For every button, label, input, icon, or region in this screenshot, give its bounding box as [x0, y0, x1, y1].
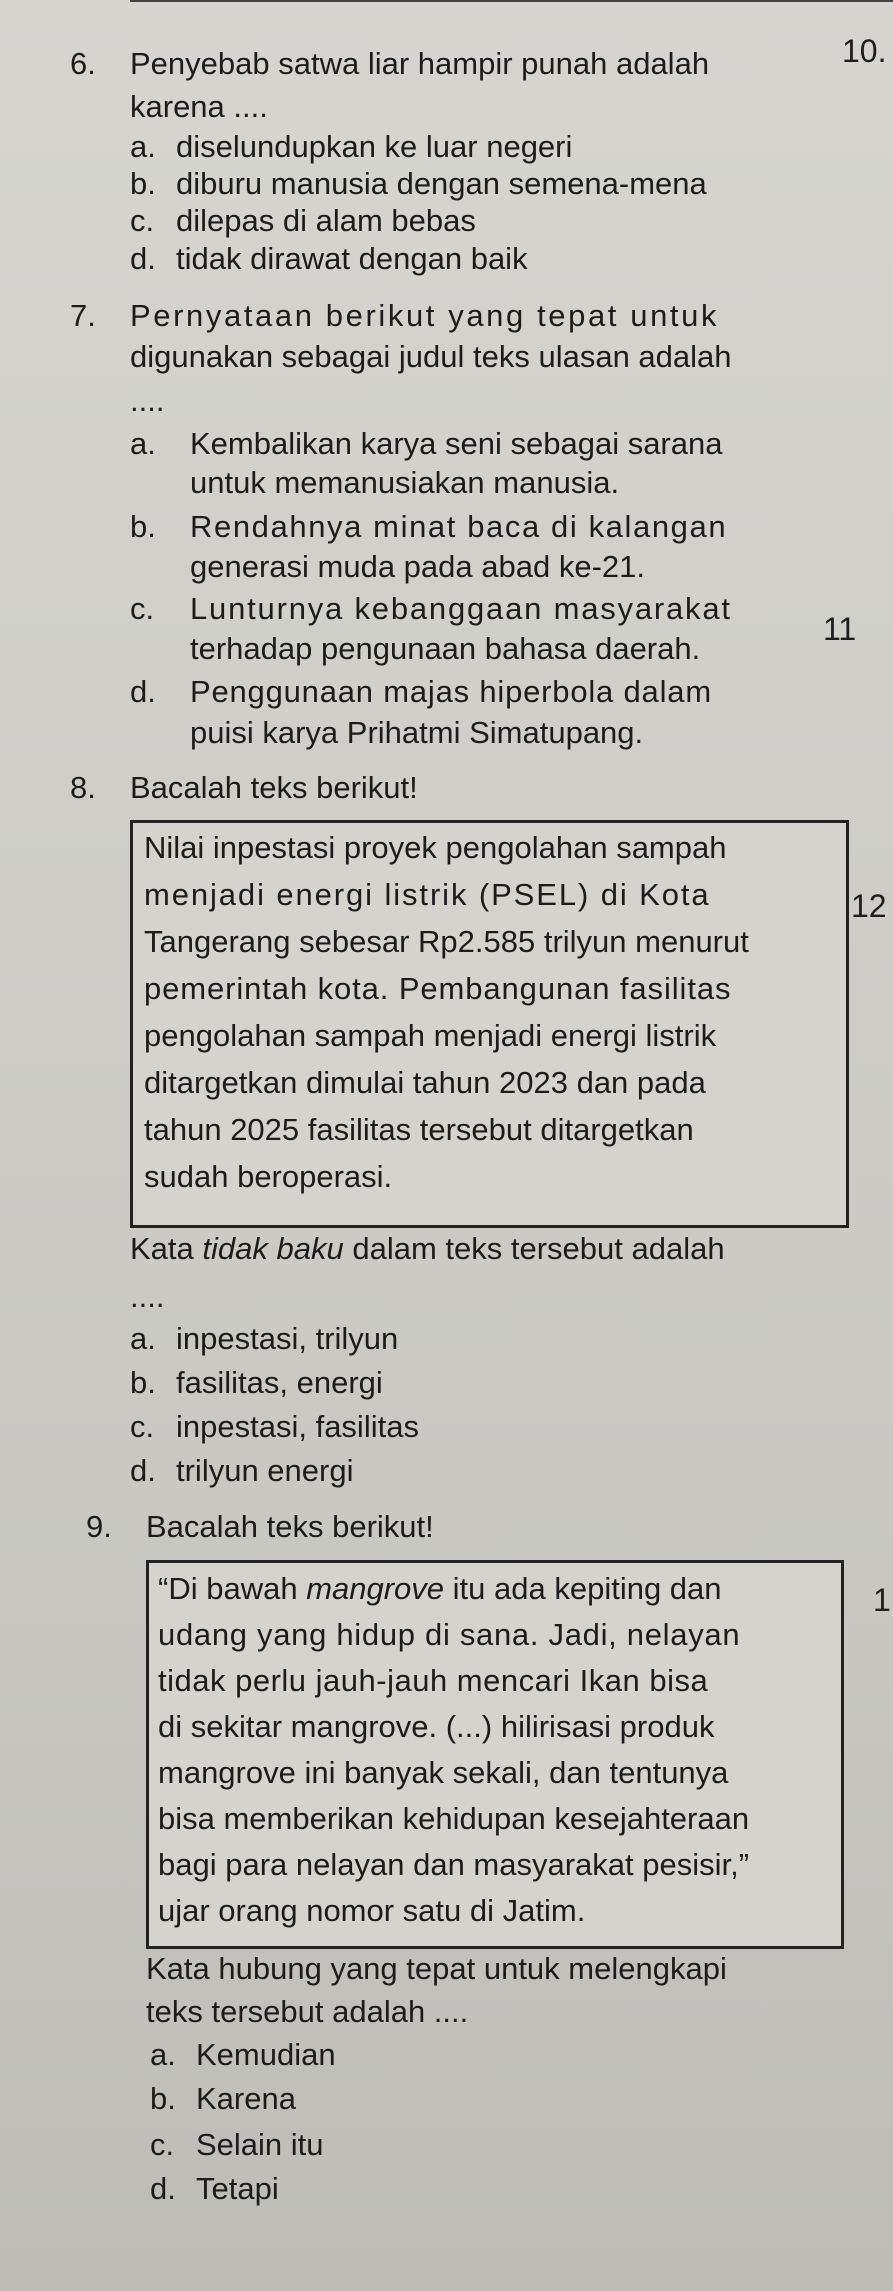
option-a[interactable]	[130, 128, 572, 166]
option-text: diburu manusia dengan semena-mena	[176, 166, 707, 201]
question-prompt: teks tersebut adalah ....	[146, 1994, 469, 2029]
option-text: terhadap pengunaan bahasa daerah.	[190, 631, 701, 666]
option-b[interactable]	[150, 2080, 296, 2118]
option-text: generasi muda pada abad ke-21.	[190, 549, 645, 584]
question-prompt-tail: ....	[130, 1279, 165, 1314]
option-text: inpestasi, fasilitas	[176, 1409, 419, 1444]
option-c[interactable]	[130, 1408, 419, 1446]
option-letter: c.	[130, 591, 155, 626]
option-a[interactable]	[150, 2036, 336, 2074]
passage-line: Tangerang sebesar Rp2.585 trilyun menurut	[144, 924, 749, 959]
option-letter: d.	[130, 1453, 156, 1488]
option-text: Lunturnya kebanggaan masyarakat	[190, 591, 732, 626]
passage-line: udang yang hidup di sana. Jadi, nelayan	[158, 1617, 741, 1652]
passage-line: tahun 2025 fasilitas tersebut ditargetkan	[144, 1112, 694, 1147]
right-number-10: 10.	[842, 33, 887, 69]
option-text: diselundupkan ke luar negeri	[176, 129, 573, 164]
passage-line: bisa memberikan kehidupan kesejahteraan	[158, 1801, 750, 1836]
question-prompt: Kata tidak baku dalam teks tersebut adalah	[130, 1231, 725, 1266]
option-letter: a.	[130, 129, 156, 164]
passage-line: ujar orang nomor satu di Jatim.	[158, 1893, 586, 1928]
passage-line: di sekitar mangrove. (...) hilirisasi produk	[158, 1709, 715, 1744]
option-text: Rendahnya minat baca di kalangan	[190, 509, 728, 544]
option-letter: d.	[150, 2171, 176, 2206]
passage-line: pemerintah kota. Pembangunan fasilitas	[144, 971, 732, 1006]
option-c[interactable]	[150, 2126, 324, 2164]
option-letter: a.	[130, 426, 156, 461]
emphasis-text: mangrove	[306, 1571, 445, 1606]
option-text: dilepas di alam bebas	[176, 203, 476, 238]
question-number: 6.	[70, 46, 96, 81]
option-letter: b.	[130, 1365, 156, 1400]
question-stem: karena ....	[130, 89, 268, 124]
option-letter: b.	[130, 166, 156, 201]
option-text: Selain itu	[196, 2127, 324, 2162]
emphasis-text: tidak baku	[202, 1231, 344, 1266]
passage-line: menjadi energi listrik (PSEL) di Kota	[144, 877, 711, 912]
question-stem: digunakan sebagai judul teks ulasan adalah	[130, 339, 732, 374]
option-text: untuk memanusiakan manusia.	[190, 465, 620, 500]
option-letter: d.	[130, 241, 156, 276]
option-c[interactable]	[130, 202, 476, 240]
option-d[interactable]	[150, 2170, 279, 2208]
option-text: Tetapi	[196, 2171, 279, 2206]
option-text: fasilitas, energi	[176, 1365, 383, 1400]
passage-line: Nilai inpestasi proyek pengolahan sampah	[144, 830, 727, 865]
option-b[interactable]	[130, 1364, 383, 1402]
question-number: 7.	[70, 298, 96, 333]
right-number-11: 11	[823, 611, 857, 647]
option-text: inpestasi, trilyun	[176, 1321, 399, 1356]
question-stem: Penyebab satwa liar hampir punah adalah	[130, 46, 710, 81]
option-text: Kemudian	[196, 2037, 336, 2072]
passage-line: ditargetkan dimulai tahun 2023 dan pada	[144, 1065, 706, 1100]
option-d[interactable]	[130, 1452, 353, 1490]
question-stem: ....	[130, 383, 165, 418]
option-text: Kembalikan karya seni sebagai sarana	[190, 426, 723, 461]
option-text: trilyun energi	[176, 1453, 354, 1488]
question-intro: Bacalah teks berikut!	[146, 1509, 434, 1544]
passage-line: pengolahan sampah menjadi energi listrik	[144, 1018, 717, 1053]
option-text: Karena	[196, 2081, 296, 2116]
option-letter: c.	[130, 1409, 155, 1444]
option-d[interactable]	[130, 240, 528, 278]
question-stem: Pernyataan berikut yang tepat untuk	[130, 298, 720, 333]
option-letter: b.	[130, 509, 156, 544]
passage-line: bagi para nelayan dan masyarakat pesisir,”	[158, 1847, 750, 1882]
option-text: tidak dirawat dengan baik	[176, 241, 528, 276]
option-letter: c.	[150, 2127, 175, 2162]
option-letter: b.	[150, 2081, 176, 2116]
option-letter: a.	[130, 1321, 156, 1356]
passage-line: “Di bawah mangrove itu ada kepiting dan	[158, 1571, 722, 1606]
option-a[interactable]	[130, 1320, 398, 1358]
question-number: 8.	[70, 770, 96, 805]
top-rule	[130, 0, 893, 2]
question-prompt: Kata hubung yang tepat untuk melengkapi	[146, 1951, 727, 1986]
option-letter: c.	[130, 203, 155, 238]
passage-line: tidak perlu jauh-jauh mencari Ikan bisa	[158, 1663, 709, 1698]
right-number-13: 1	[873, 1582, 891, 1618]
passage-line: sudah beroperasi.	[144, 1159, 393, 1194]
option-letter: d.	[130, 674, 156, 709]
question-number: 9.	[86, 1509, 112, 1544]
option-text: Penggunaan majas hiperbola dalam	[190, 674, 712, 709]
right-number-12: 12	[851, 888, 887, 924]
option-letter: a.	[150, 2037, 176, 2072]
option-b[interactable]	[130, 165, 707, 203]
passage-line: mangrove ini banyak sekali, dan tentunya	[158, 1755, 729, 1790]
option-text: puisi karya Prihatmi Simatupang.	[190, 715, 644, 750]
question-intro: Bacalah teks berikut!	[130, 770, 418, 805]
